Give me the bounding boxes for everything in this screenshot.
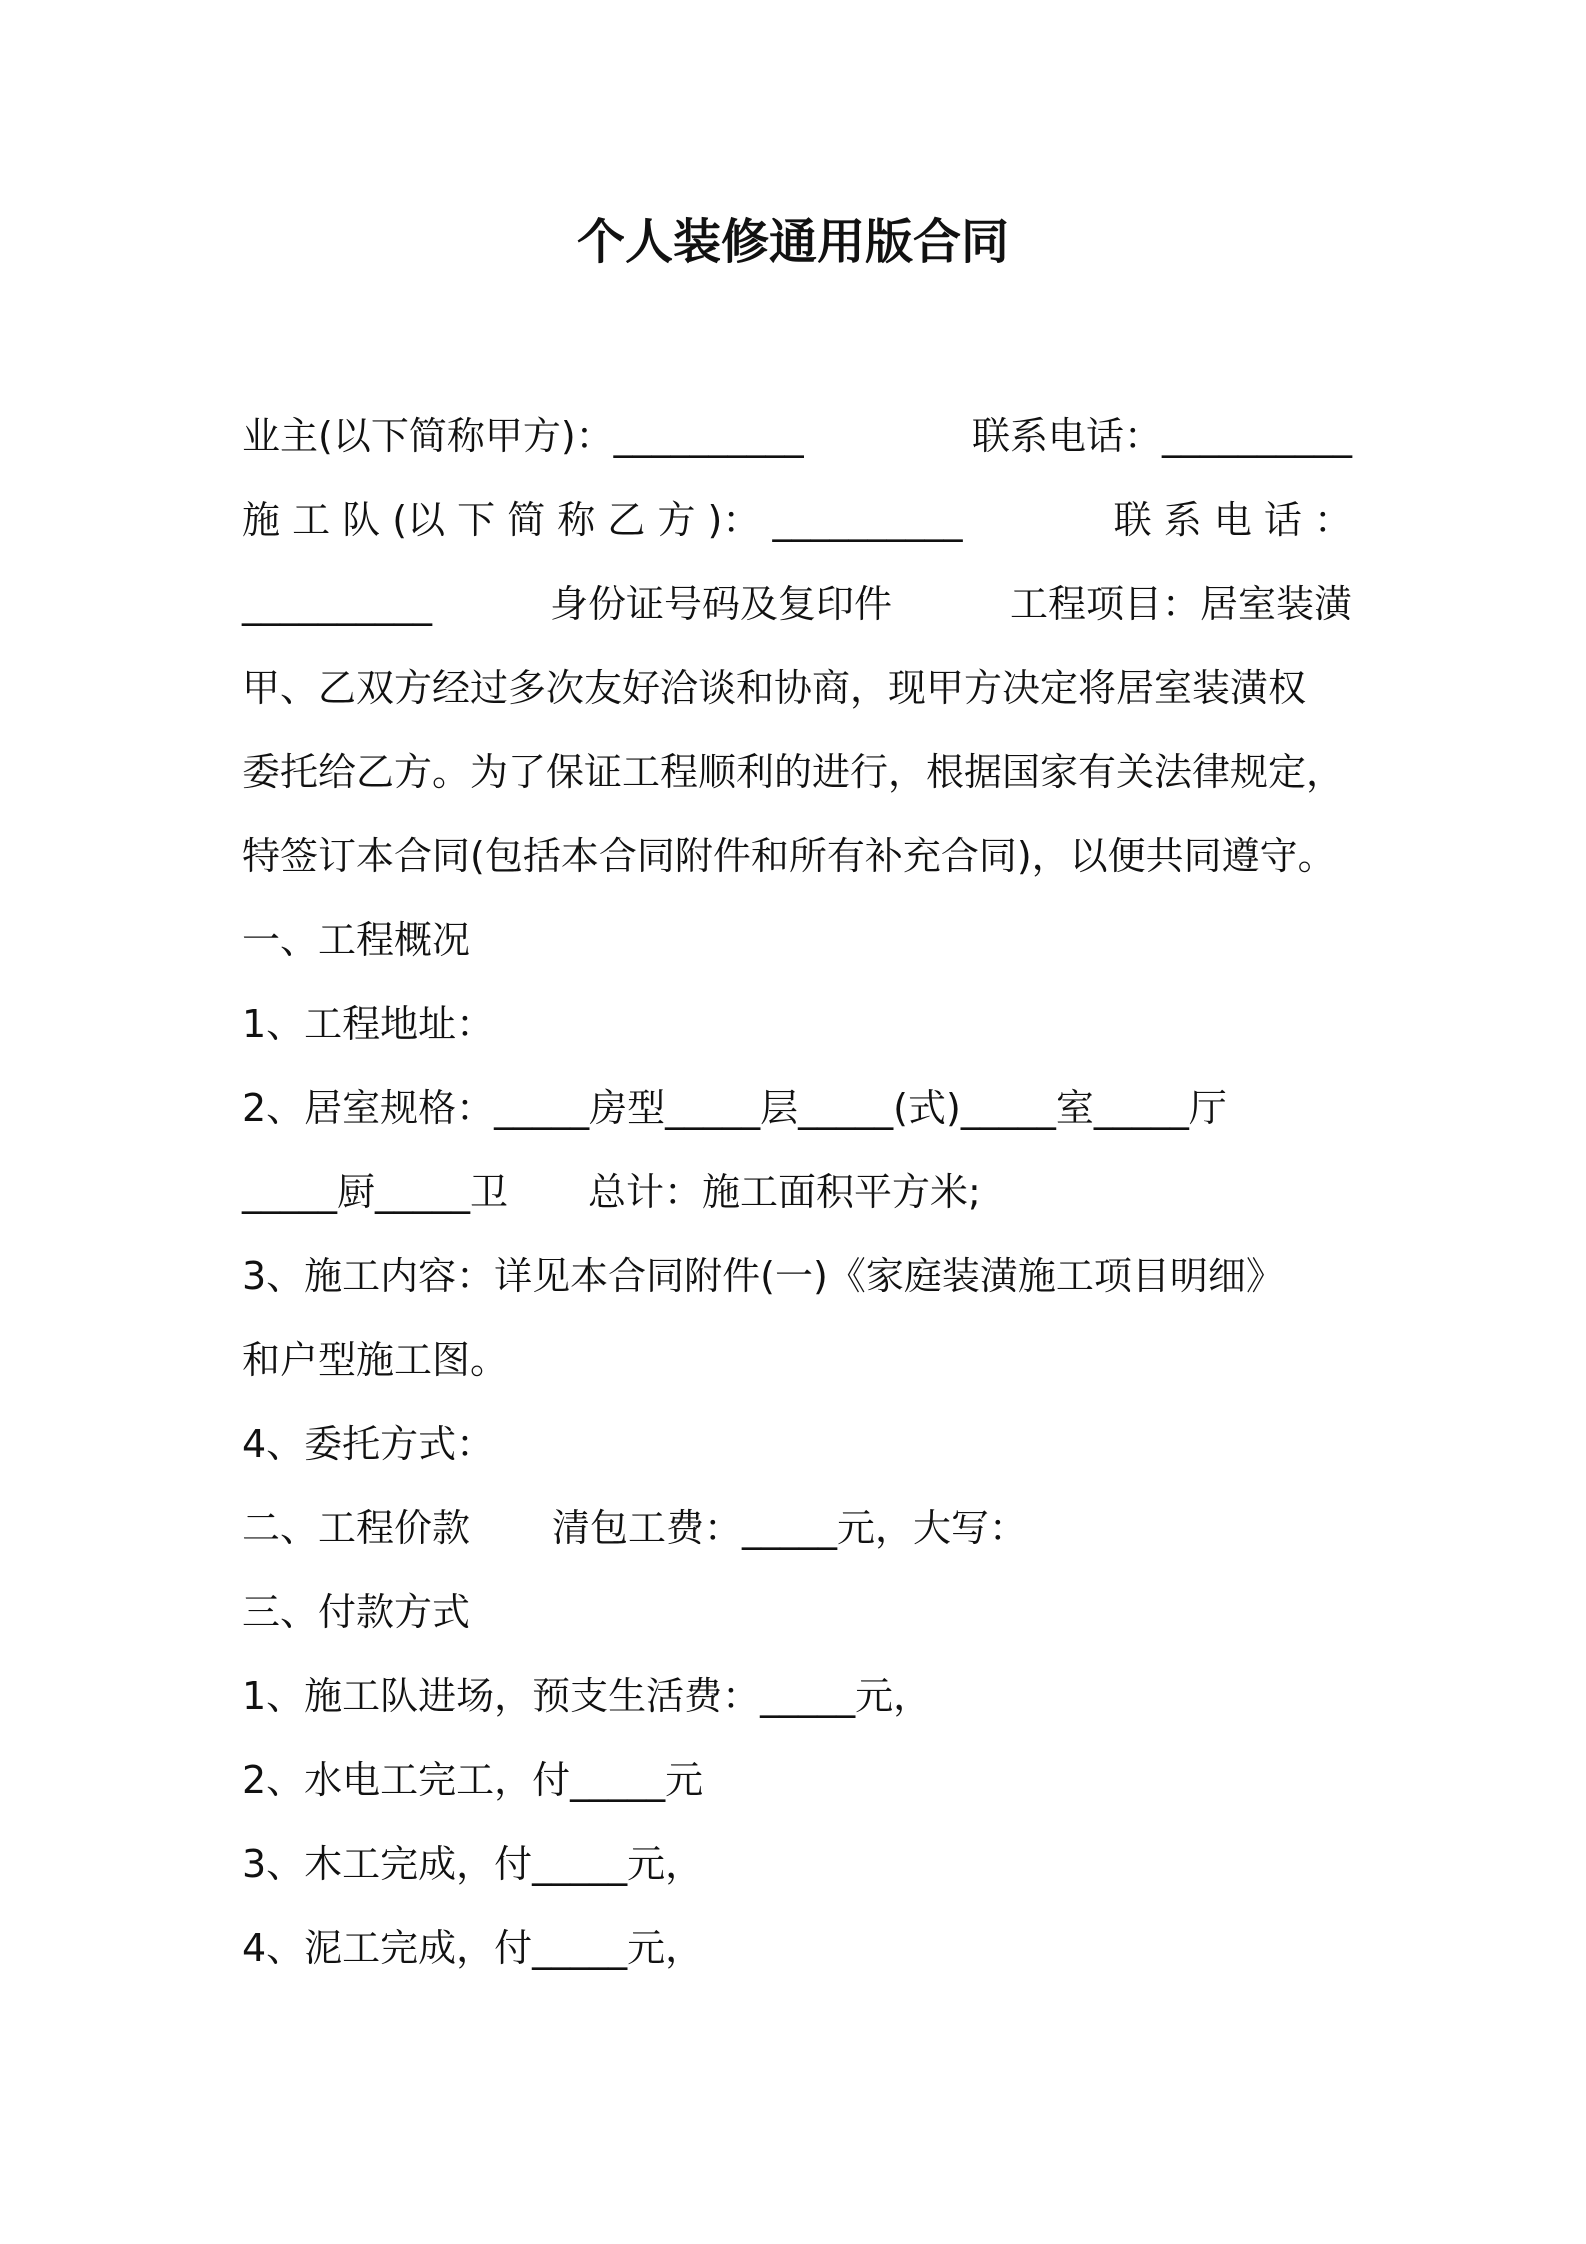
team-phone-blank: __________ (242, 582, 432, 626)
id-project-row (242, 578, 1352, 630)
project-label: 工程项目：居室装潢 (1009, 582, 1352, 626)
owner-label: 业主(以下简称甲方)：__________ (242, 414, 804, 458)
intro-line: 甲、乙双方经过多次友好洽谈和协商，现甲方决定将居室装潢权 (242, 666, 1307, 710)
intro-line: 特签订本合同(包括本合同附件和所有补充合同)，以便共同遵守。 (242, 834, 1336, 878)
section2-fee: 清包工费：_____元，大写： (552, 1506, 1028, 1550)
section1-item-spec-cont (242, 1166, 981, 1218)
owner-phone-label: 联系电话：__________ (971, 414, 1352, 458)
section1-item-address: 1、工程地址： (242, 1002, 495, 1046)
section1-item-content: 3、施工内容：详见本合同附件(一)《家庭装潢施工项目明细》 (242, 1254, 1284, 1298)
payment-item: 2、水电工完工，付_____元 (242, 1758, 704, 1802)
section1-item-content-cont: 和户型施工图。 (242, 1338, 509, 1382)
section1-heading: 一、工程概况 (242, 918, 471, 962)
spec-rooms: _____厨_____卫 (242, 1170, 509, 1214)
team-phone-label: 联 系 电 话 ： (1113, 498, 1352, 542)
payment-item: 1、施工队进场，预支生活费：_____元， (242, 1674, 932, 1718)
team-row (242, 494, 1352, 546)
intro-line: 委托给乙方。为了保证工程顺利的进行，根据国家有关法律规定， (242, 750, 1345, 794)
section1-item-method: 4、委托方式： (242, 1422, 495, 1466)
owner-row (242, 410, 1352, 462)
section3-heading: 三、付款方式 (242, 1590, 471, 1634)
payment-item: 4、泥工完成，付_____元， (242, 1926, 704, 1970)
document-title: 个人装修通用版合同 (576, 214, 1009, 270)
spec-total: 总计：施工面积平方米; (588, 1170, 981, 1214)
section2-heading: 二、工程价款 (242, 1506, 471, 1550)
section2-row (242, 1502, 1027, 1554)
payment-item: 3、木工完成，付_____元， (242, 1842, 704, 1886)
section1-item-spec: 2、居室规格：_____房型_____层_____(式)_____室_____厅 (242, 1086, 1227, 1130)
team-label: 施 工 队 (以 下 简 称 乙 方 )： __________ (242, 498, 963, 542)
id-label: 身份证号码及复印件 (549, 582, 892, 626)
